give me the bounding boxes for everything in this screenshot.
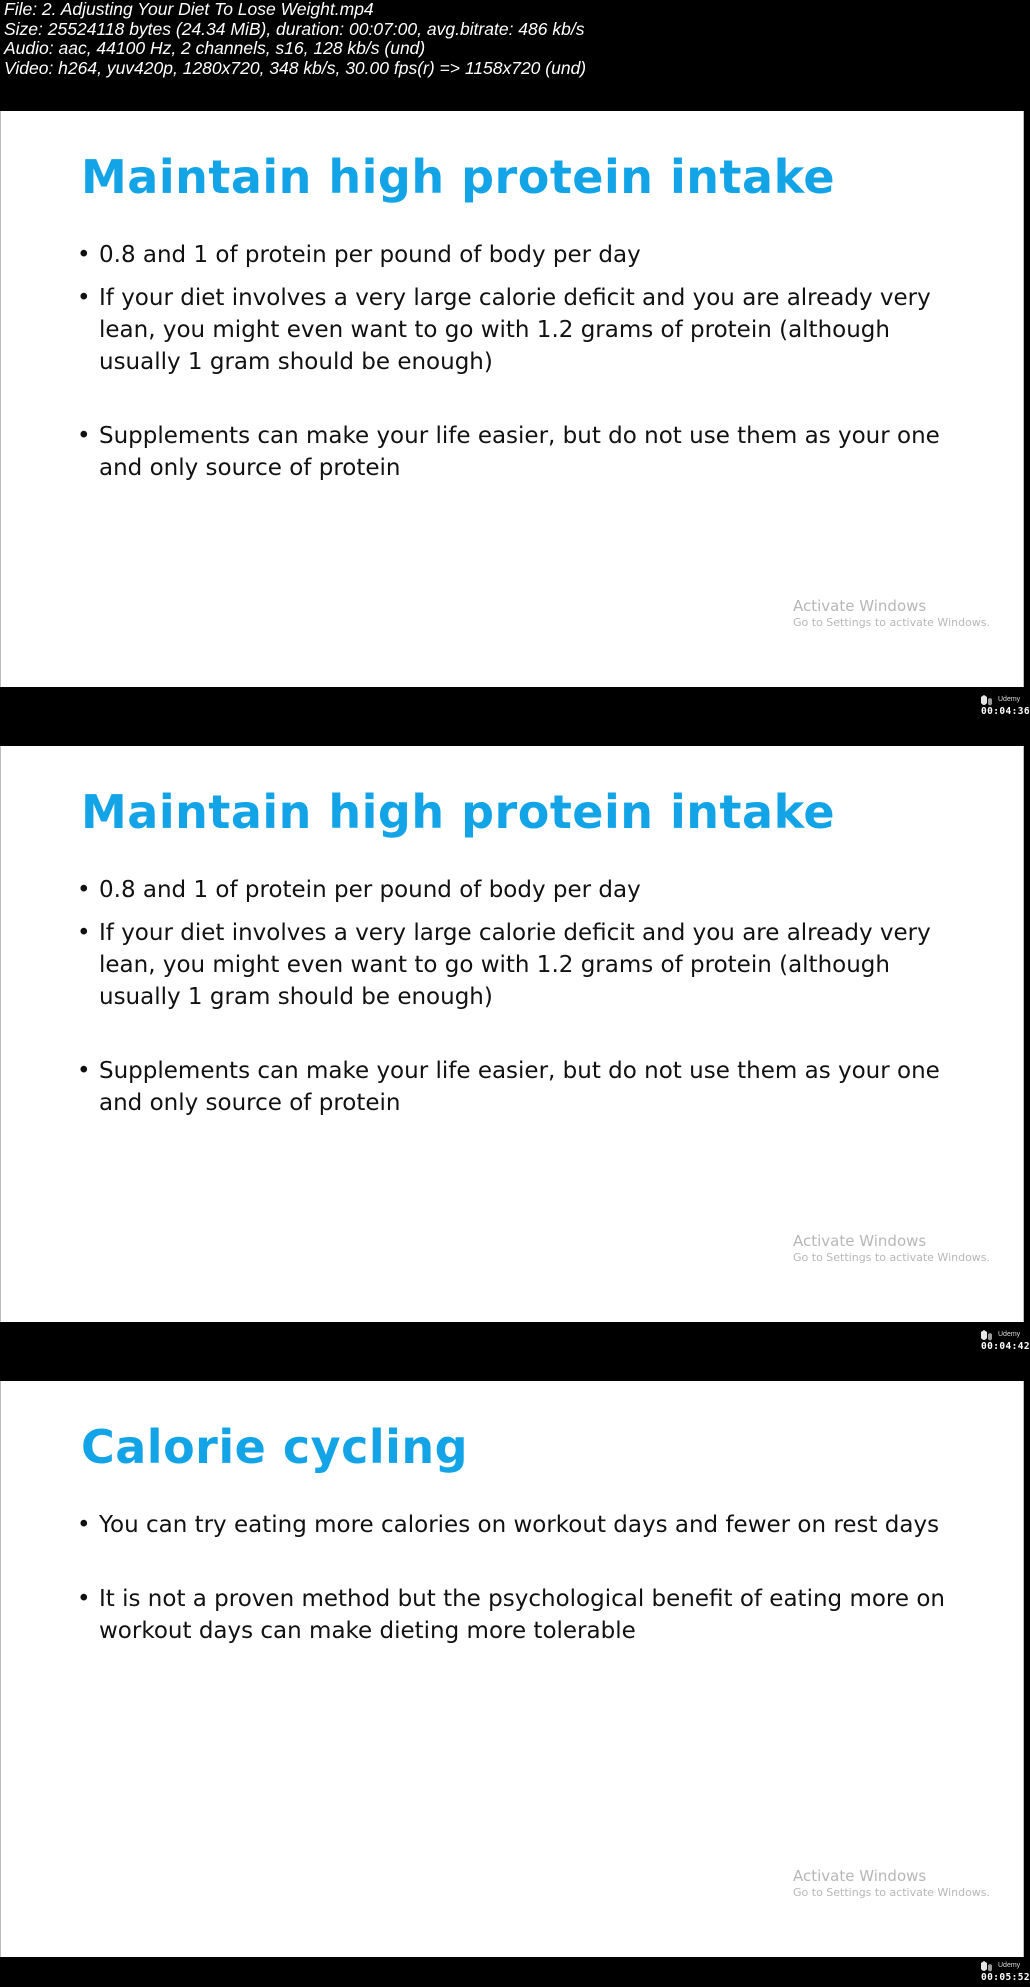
video-info-line: Video: h264, yuv420p, 1280x720, 348 kb/s, 30.00 fps(r) => 1158x720 (und) xyxy=(4,57,587,78)
activate-windows-watermark xyxy=(793,1232,990,1266)
slide xyxy=(0,746,1024,1322)
udemy-logo-text: Udemy xyxy=(998,1962,1021,1969)
timecode: 00:05:52 xyxy=(981,1972,1030,1983)
video-frame-3 xyxy=(0,1381,1030,1987)
bullet-item: • 0.8 and 1 of protein per pound of body per day xyxy=(77,239,957,271)
slide-title: Calorie cycling xyxy=(81,1420,469,1474)
audio-info-line: Audio: aac, 44100 Hz, 2 channels, s16, 128 kb/s (und) xyxy=(4,38,426,58)
bullet-list xyxy=(77,1509,957,1658)
video-frame-1 xyxy=(0,111,1030,746)
bullet-item: • If your diet involves a very large calorie deficit and you are already very lean, you might even want to go with 1.2 grams of protein (although usually 1 gram should be enough) xyxy=(77,917,957,1013)
activate-windows-title: Activate Windows xyxy=(793,597,927,615)
activate-windows-title: Activate Windows xyxy=(793,1867,927,1885)
timecode: 00:04:42 xyxy=(981,1341,1030,1352)
slide-title: Maintain high protein intake xyxy=(81,150,836,204)
bullet-item: • 0.8 and 1 of protein per pound of body per day xyxy=(77,874,957,906)
bullet-item: • You can try eating more calories on workout days and fewer on rest days xyxy=(77,1509,957,1541)
activate-windows-title: Activate Windows xyxy=(793,1232,927,1250)
bullet-item: • Supplements can make your life easier, but do not use them as your one and only source of protein xyxy=(77,420,957,484)
slide xyxy=(0,111,1024,687)
activate-windows-subtitle: Go to Settings to activate Windows. xyxy=(793,1886,991,1899)
udemy-logo-text: Udemy xyxy=(998,1331,1021,1338)
video-frame-2 xyxy=(0,746,1030,1381)
slide-title: Maintain high protein intake xyxy=(81,785,836,839)
activate-windows-subtitle: Go to Settings to activate Windows. xyxy=(793,616,991,629)
bullet-list xyxy=(77,874,957,1130)
timecode: 00:04:36 xyxy=(981,706,1030,717)
file-info-header xyxy=(4,0,1004,78)
bullet-list xyxy=(77,239,957,495)
activate-windows-watermark xyxy=(793,1867,990,1901)
size-info-line: Size: 25524118 bytes (24.34 MiB), duration: 00:07:00, avg.bitrate: 486 kb/s xyxy=(4,18,585,39)
bullet-item: • Supplements can make your life easier, but do not use them as your one and only source of protein xyxy=(77,1055,957,1119)
slide xyxy=(0,1381,1024,1957)
activate-windows-subtitle: Go to Settings to activate Windows. xyxy=(793,1251,991,1264)
activate-windows-watermark xyxy=(793,597,990,631)
bullet-item: • It is not a proven method but the psychological benefit of eating more on workout days can make dieting more tolerable xyxy=(77,1583,957,1647)
bullet-item: • If your diet involves a very large calorie deficit and you are already very lean, you might even want to go with 1.2 grams of protein (although usually 1 gram should be enough) xyxy=(77,282,957,378)
file-info-line: File: 2. Adjusting Your Diet To Lose Weight.mp4 xyxy=(4,0,374,19)
udemy-logo-text: Udemy xyxy=(998,696,1021,703)
